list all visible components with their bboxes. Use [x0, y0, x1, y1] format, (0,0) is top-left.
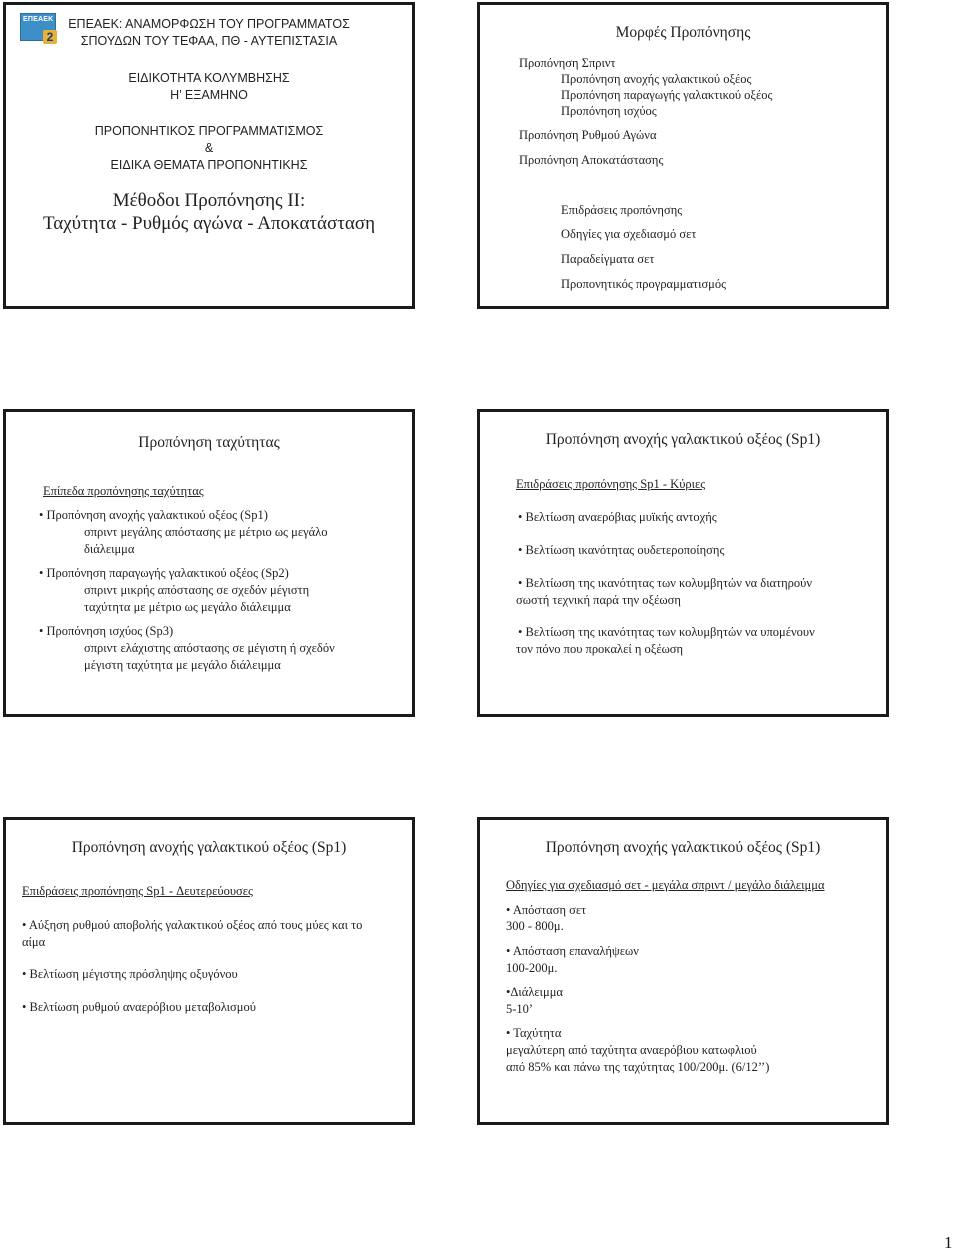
bullet-text: Βελτίωση μέγιστης πρόσληψης οξυγόνου: [29, 967, 238, 981]
lecture-title-line-1: Μέθοδοι Προπόνησης ΙΙ:: [112, 190, 306, 211]
bullet-detail: ταχύτητα με μέτριο ως μεγάλο διάλειμμα: [84, 600, 291, 614]
slide-sp1-main-effects: [477, 409, 889, 717]
slide-title: Προπόνηση ανοχής γαλακτικού οξέος (Sp1): [545, 839, 821, 856]
bullet-detail: σπριντ μεγάλης απόστασης με μέτριο ως μεγάλο: [84, 525, 328, 539]
bullet-text: Βελτίωση αναερόβιας μυϊκής αντοχής: [525, 510, 717, 524]
specialty-line-2: Η’ ΕΞΑΜΗΝΟ: [170, 88, 248, 102]
guideline-head: Απόσταση επαναλήψεων: [512, 944, 639, 958]
bullet-text: Βελτίωση ικανότητας ουδετεροποίησης: [525, 543, 725, 557]
guideline-item: • Ταχύτητα: [506, 1026, 562, 1040]
bullet-text: Αύξηση ρυθμού αποβολής γαλακτικού οξέος από τους μύες και το: [28, 918, 363, 932]
bullet-item: • Προπόνηση ισχύος (Sp3): [39, 624, 174, 638]
guideline-item: •Διάλειμμα: [506, 985, 563, 999]
slide-sp1-set-design: [477, 817, 889, 1125]
guideline-head: Διάλειμμα: [510, 985, 563, 999]
list-item: Προπόνηση ισχύος: [561, 104, 657, 118]
slide-title: Μορφές Προπόνησης: [615, 24, 751, 41]
bullet-item: • Βελτίωση ρυθμού αναερόβιου μεταβολισμού: [22, 1000, 256, 1014]
bullet-text: Βελτίωση της ικανότητας των κολυμβητών να υπομένουν: [525, 625, 815, 639]
bullet-item: • Προπόνηση παραγωγής γαλακτικού οξέος (Sp2): [39, 566, 289, 580]
bullet-item: • Βελτίωση μέγιστης πρόσληψης οξυγόνου: [22, 967, 238, 981]
header-line-2: ΣΠΟΥΔΩΝ ΤΟΥ ΤΕΦΑΑ, ΠΘ - ΑΥΤΕΠΙΣΤΑΣΙΑ: [80, 34, 338, 48]
slide-subtitle: Επίπεδα προπόνησης ταχύτητας: [43, 484, 204, 498]
slide-subtitle: Επιδράσεις προπόνησης Sp1 - Δευτερεύουσες: [22, 884, 253, 898]
specialty-line-1: ΕΙΔΙΚΟΤΗΤΑ ΚΟΛΥΜΒΗΣΗΣ: [128, 71, 290, 85]
slide-title: [3, 2, 415, 309]
bullet-head: Προπόνηση ισχύος (Sp3): [46, 624, 174, 638]
bullet-item: • Βελτίωση της ικανότητας των κολυμβητών να διατηρούν: [518, 576, 812, 590]
bullet-item: • Αύξηση ρυθμού αποβολής γαλακτικού οξέος από τους μύες και το: [22, 918, 363, 932]
header-line-1: ΕΠΕΑΕΚ: ΑΝΑΜΟΡΦΩΣΗ ΤΟΥ ΠΡΟΓΡΑΜΜΑΤΟΣ: [68, 17, 350, 31]
slide-title: Προπόνηση ανοχής γαλακτικού οξέος (Sp1): [545, 431, 821, 448]
course-line-1: ΠΡΟΠΟΝΗΤΙΚΟΣ ΠΡΟΓΡΑΜΜΑΤΙΣΜΟΣ: [94, 124, 324, 138]
list-item: Προπόνηση Σπριντ: [519, 56, 616, 70]
list-item: Προπόνηση Ρυθμού Αγώνα: [519, 128, 657, 142]
bullet-head: Προπόνηση παραγωγής γαλακτικού οξέος (Sp2): [46, 566, 289, 580]
lecture-title-line-2: Ταχύτητα - Ρυθμός αγώνα - Αποκατάσταση: [42, 213, 376, 234]
slide-training-forms: [477, 2, 889, 309]
slide-subtitle: Επιδράσεις προπόνησης Sp1 - Κύριες: [516, 477, 706, 491]
guideline-value: μεγαλύτερη από ταχύτητα αναερόβιου κατωφλιού: [506, 1043, 757, 1057]
list-item: Οδηγίες για σχεδιασμό σετ: [561, 227, 697, 241]
bullet-item: • Βελτίωση της ικανότητας των κολυμβητών να υπομένουν: [518, 625, 815, 639]
list-item: Παραδείγματα σετ: [561, 252, 655, 266]
list-item: Προπόνηση ανοχής γαλακτικού οξέος: [561, 72, 752, 86]
logo-text: ΕΠΕΑΕΚ: [23, 16, 54, 23]
guideline-value: 5-10’: [506, 1002, 534, 1016]
guideline-item: • Απόσταση σετ: [506, 903, 587, 917]
course-line-2: &: [204, 141, 214, 155]
bullet-text: Βελτίωση ρυθμού αναερόβιου μεταβολισμού: [29, 1000, 256, 1014]
guideline-head: Απόσταση σετ: [512, 903, 587, 917]
guideline-head: Ταχύτητα: [513, 1026, 562, 1040]
bullet-continuation: σωστή τεχνική παρά την οξέωση: [516, 593, 681, 607]
slide-sp1-secondary-effects: [3, 817, 415, 1125]
guideline-value: 100-200μ.: [506, 961, 558, 975]
guideline-item: • Απόσταση επαναλήψεων: [506, 944, 639, 958]
bullet-detail: σπριντ μικρής απόστασης σε σχεδόν μέγιστη: [84, 583, 310, 597]
list-item: Επιδράσεις προπόνησης: [561, 203, 683, 217]
bullet-continuation: τον πόνο που προκαλεί η οξέωση: [516, 642, 684, 656]
list-item: Προπονητικός προγραμματισμός: [561, 277, 727, 291]
list-item: Προπόνηση παραγωγής γαλακτικού οξέος: [561, 88, 773, 102]
course-line-3: ΕΙΔΙΚΑ ΘΕΜΑΤΑ ΠΡΟΠΟΝΗΤΙΚΗΣ: [110, 158, 308, 172]
bullet-continuation: αίμα: [22, 935, 46, 949]
bullet-detail: μέγιστη ταχύτητα με μεγάλο διάλειμμα: [84, 658, 281, 672]
slide-speed-training: [3, 409, 415, 717]
bullet-detail: σπριντ ελάχιστης απόστασης σε μέγιστη ή σχεδόν: [84, 641, 335, 655]
bullet-head: Προπόνηση ανοχής γαλακτικού οξέος (Sp1): [46, 508, 268, 522]
slide-subtitle: Οδηγίες για σχεδιασμό σετ - μεγάλα σπριντ / μεγάλο διάλειμμα: [506, 878, 825, 892]
list-item: Προπόνηση Αποκατάστασης: [519, 153, 664, 167]
page-number: 1: [944, 1233, 953, 1252]
bullet-text: Βελτίωση της ικανότητας των κολυμβητών να διατηρούν: [525, 576, 812, 590]
bullet-item: • Βελτίωση ικανότητας ουδετεροποίησης: [518, 543, 725, 557]
slide-title: Προπόνηση ταχύτητας: [138, 434, 280, 451]
logo-number: 2: [43, 30, 57, 44]
guideline-value: από 85% και πάνω της ταχύτητας 100/200μ. (6/12’’): [506, 1060, 770, 1074]
bullet-item: • Βελτίωση αναερόβιας μυϊκής αντοχής: [518, 510, 717, 524]
slide-title: Προπόνηση ανοχής γαλακτικού οξέος (Sp1): [71, 839, 347, 856]
bullet-detail: διάλειμμα: [84, 542, 135, 556]
guideline-value: 300 - 800μ.: [506, 919, 564, 933]
bullet-item: • Προπόνηση ανοχής γαλακτικού οξέος (Sp1): [39, 508, 268, 522]
